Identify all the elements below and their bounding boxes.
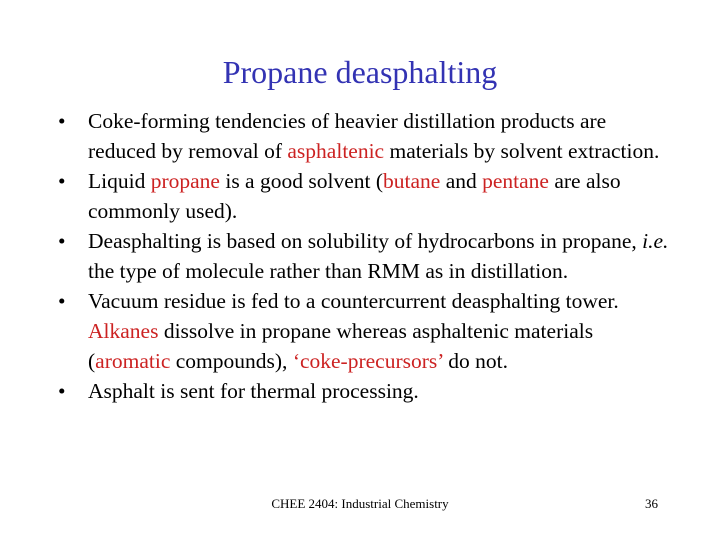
highlight-term: pentane xyxy=(482,169,549,193)
bullet-item xyxy=(58,166,678,226)
bullet-text: Liquid xyxy=(88,169,151,193)
slide-footer: CHEE 2404: Industrial Chemistry xyxy=(271,496,449,511)
bullet-item xyxy=(58,106,678,166)
bullet-text: do not. xyxy=(442,349,508,373)
highlight-term: aromatic xyxy=(95,349,171,373)
highlight-term: asphaltenic xyxy=(287,139,385,163)
bullet-item xyxy=(58,286,678,376)
bullet-item xyxy=(58,226,678,286)
bullet-text: are also commonly used). xyxy=(88,169,621,223)
bullet-icon: • xyxy=(58,289,66,313)
highlight-term: propane xyxy=(150,169,220,193)
bullet-text: and xyxy=(440,169,483,193)
page-number: 36 xyxy=(645,496,658,511)
bullet-list xyxy=(58,106,678,406)
bullet-text: is a good solvent ( xyxy=(219,169,383,193)
bullet-text: Asphalt is sent for thermal processing. xyxy=(88,379,419,403)
bullet-icon: • xyxy=(58,169,66,193)
highlight-term: ‘coke-precursors’ xyxy=(292,349,443,373)
bullet-text: dissolve in propane whereas asphaltenic materials ( xyxy=(88,319,594,373)
bullet-item xyxy=(58,376,678,406)
bullet-icon: • xyxy=(58,229,66,253)
slide-title: Propane deasphalting xyxy=(222,54,498,90)
bullet-text: compounds), xyxy=(170,349,293,373)
highlight-term: butane xyxy=(383,169,441,193)
bullet-text: the type of molecule rather than RMM as in distillation. xyxy=(88,259,569,283)
bullet-text: Coke-forming tendencies of heavier distillation products are reduced by removal of xyxy=(88,109,607,163)
bullet-icon: • xyxy=(58,379,66,403)
bullet-text: Vacuum residue is fed to a countercurrent deasphalting tower. xyxy=(88,289,619,313)
highlight-term: Alkanes xyxy=(88,319,159,343)
bullet-text: materials by solvent extraction. xyxy=(384,139,660,163)
italic-term: i.e. xyxy=(642,229,669,253)
bullet-text: Deasphalting is based on solubility of hydrocarbons in propane, xyxy=(88,229,643,253)
bullet-icon: • xyxy=(58,109,66,133)
